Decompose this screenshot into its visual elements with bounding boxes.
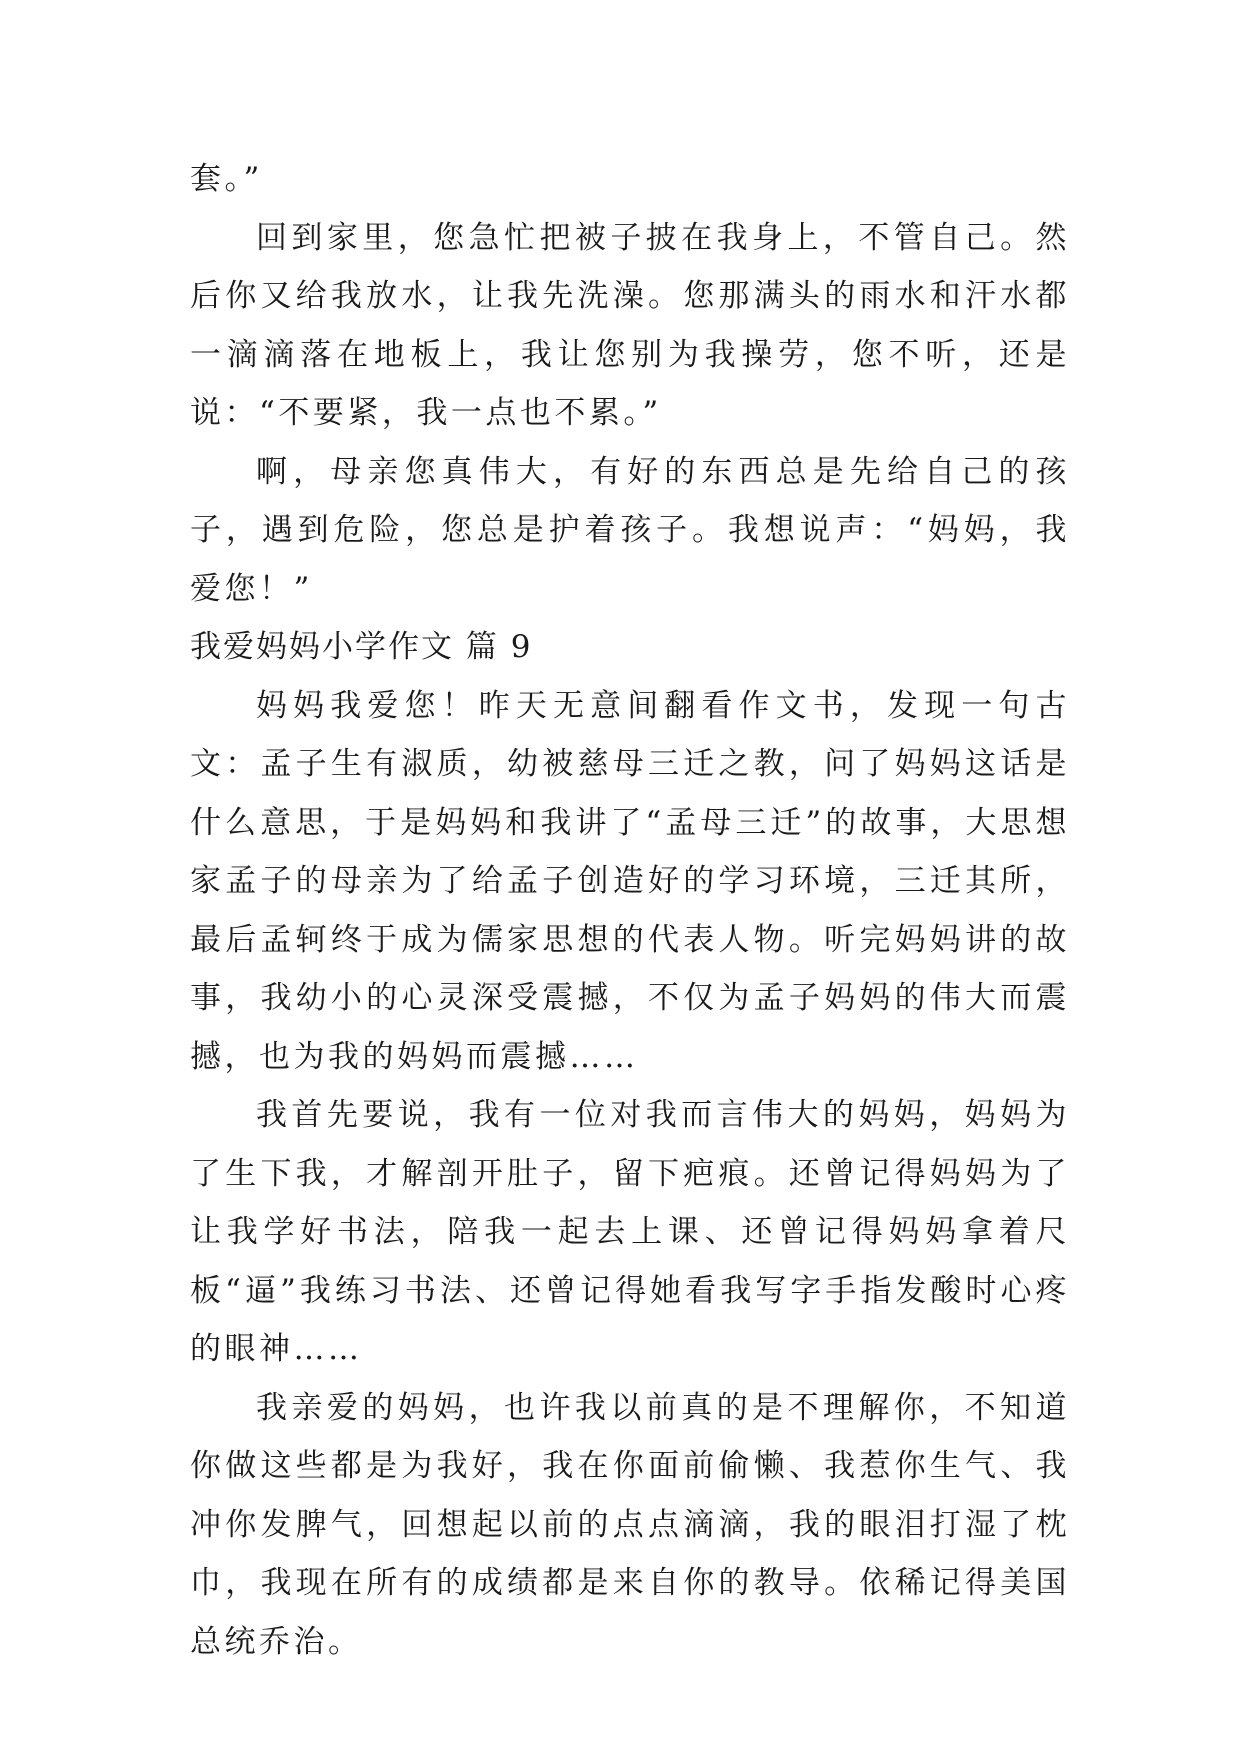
- section-heading: 我爱妈妈小学作文 篇 9: [190, 629, 533, 665]
- paragraph: 我亲爱的妈妈，也许我以前真的是不理解你，不知道你做这些都是为我好，我在你面前偷懒、我惹你生气、我冲你发脾气，回想起以前的点点滴滴，我的眼泪打湿了枕巾，我现在所有的成绩都是来自你的教导。依稀记得美国总统乔治。: [190, 1389, 1070, 1660]
- document-body: [190, 150, 1070, 1671]
- paragraph: 我首先要说，我有一位对我而言伟大的妈妈，妈妈为了生下我，才解剖开肚子，留下疤痕。还曾记得妈妈为了让我学好书法，陪我一起去上课、还曾记得妈妈拿着尺板“逼”我练习书法、还曾记得她看我写字手指发酸时心疼的眼神……: [190, 1097, 1070, 1367]
- paragraph: 妈妈我爱您！昨天无意间翻看作文书，发现一句古文：孟子生有淑质，幼被慈母三迁之教，问了妈妈这话是什么意思，于是妈妈和我讲了“孟母三迁”的故事，大思想家孟子的母亲为了给孟子创造好的学习环境，三迁其所，最后孟轲终于成为儒家思想的代表人物。听完妈妈讲的故事，我幼小的心灵深受震撼，不仅为孟子妈妈的伟大而震撼，也为我的妈妈而震撼……: [190, 687, 1070, 1075]
- paragraph: 啊，母亲您真伟大，有好的东西总是先给自己的孩子，遇到危险，您总是护着孩子。我想说声：“妈妈，我爱您！”: [190, 453, 1070, 607]
- paragraph-continuation: 套。”: [190, 161, 263, 197]
- paragraph: 回到家里，您急忙把被子披在我身上，不管自己。然后你又给我放水，让我先洗澡。您那满头的雨水和汗水都一滴滴落在地板上，我让您别为我操劳，您不听，还是说：“不要紧，我一点也不累。”: [190, 219, 1070, 431]
